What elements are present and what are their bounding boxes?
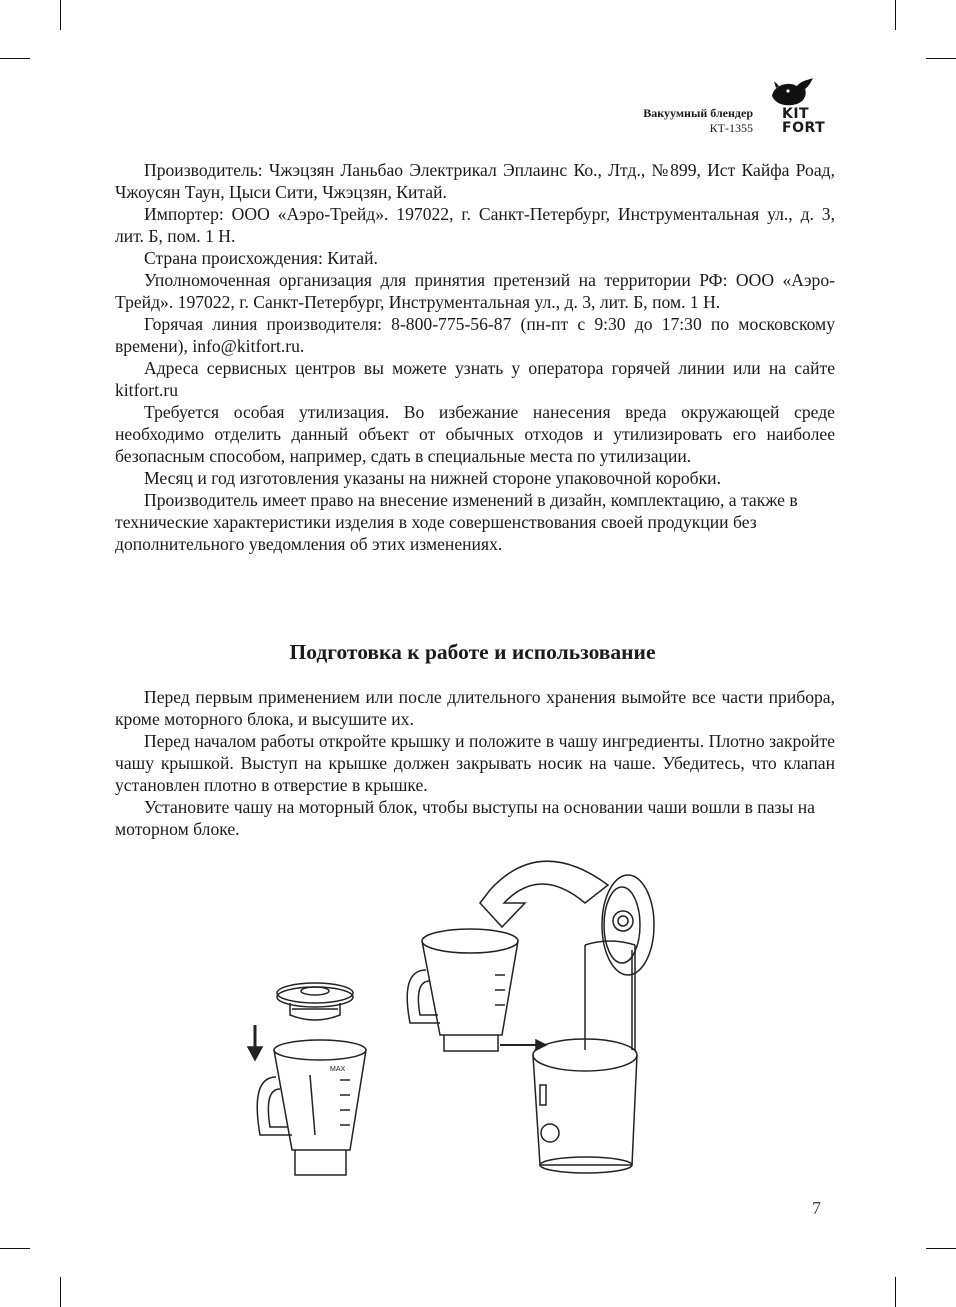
- crop-mark: [0, 1248, 30, 1249]
- logo-line-fort: FORT: [782, 120, 826, 136]
- manufacturer-info: [115, 159, 835, 555]
- page-header: [643, 106, 753, 136]
- curved-arrow-icon: [480, 861, 608, 927]
- down-arrow-icon: [248, 1025, 262, 1060]
- logo-line-kit: KIT: [782, 106, 810, 122]
- paragraph: Установите чашу на моторный блок, чтобы выступы на основании чаши вошли в пазы на моторном блоке.: [115, 797, 815, 839]
- section-heading: Подготовка к работе и использование: [289, 640, 656, 664]
- vacuum-lid-illustration: [602, 875, 654, 975]
- page-number: 7: [812, 1198, 821, 1218]
- paragraph: Производитель имеет право на внесение изменений в дизайн, комплектацию, а также в технические характеристики изделия в ходе совершенствования своей продукции без дополнительного уведомления об этих изменениях.: [115, 490, 798, 554]
- paragraph: Требуется особая утилизация. Во избежание нанесения вреда окружающей среде необходимо отделить данный объект от обычных отходов и утилизировать его наиболее безопасным способом, например, сдать в специальные места по утилизации.: [115, 402, 835, 466]
- crop-mark: [895, 0, 896, 30]
- crop-mark: [0, 58, 30, 59]
- paragraph: Уполномоченная организация для принятия претензий на территории РФ: ООО «Аэро-Трейд». 197022, г. Санкт-Петербург, Инструментальная ул., д. 3, лит. Б, пом. 1 Н.: [115, 270, 835, 312]
- product-model: КТ-1355: [709, 121, 753, 135]
- crop-mark: [60, 0, 61, 30]
- usage-instructions: [115, 686, 835, 840]
- paragraph: Производитель: Чжэцзян Ланьбао Электрикал Эплаинс Ко., Лтд., №899, Ист Кайфа Роад, Чжоусян Таун, Цыси Сити, Чжэцзян, Китай.: [115, 160, 835, 202]
- paragraph: Адреса сервисных центров вы можете узнать у оператора горячей линии или на сайте kitfort.ru: [115, 358, 835, 400]
- crop-mark: [926, 58, 956, 59]
- paragraph: Перед первым применением или после длительного хранения вымойте все части прибора, кроме моторного блока, и высушите их.: [115, 687, 835, 729]
- paragraph: Страна происхождения: Китай.: [144, 248, 378, 268]
- paragraph: Горячая линия производителя: 8-800-775-56-87 (пн-пт с 9:30 до 17:30 по московскому времени), info@kitfort.ru.: [115, 314, 835, 356]
- paragraph: Перед началом работы откройте крышку и положите в чашу ингредиенты. Плотно закройте чашу крышкой. Выступ на крышке должен закрывать носик на чаше. Убедитесь, что клапан установлен плотно в отверстие в крышке.: [115, 731, 835, 795]
- crop-mark: [60, 1277, 61, 1307]
- jar-label: MAX: [330, 1066, 346, 1073]
- blender-assembly-illustration: [240, 845, 700, 1190]
- paragraph: Месяц и год изготовления указаны на нижней стороне упаковочной коробки.: [144, 468, 721, 488]
- jar-on-base-illustration: [407, 929, 518, 1051]
- crop-mark: [895, 1277, 896, 1307]
- jar-illustration: [257, 1040, 366, 1175]
- product-title: Вакуумный блендер: [643, 106, 753, 120]
- logo-text: [782, 107, 825, 135]
- paragraph: Импортер: ООО «Аэро-Трейд». 197022, г. Санкт-Петербург, Инструментальная ул., д. 3, лит. Б, пом. 1 Н.: [115, 204, 835, 246]
- motor-base-illustration: [533, 941, 637, 1173]
- lid-illustration: [277, 983, 353, 1020]
- crop-mark: [926, 1248, 956, 1249]
